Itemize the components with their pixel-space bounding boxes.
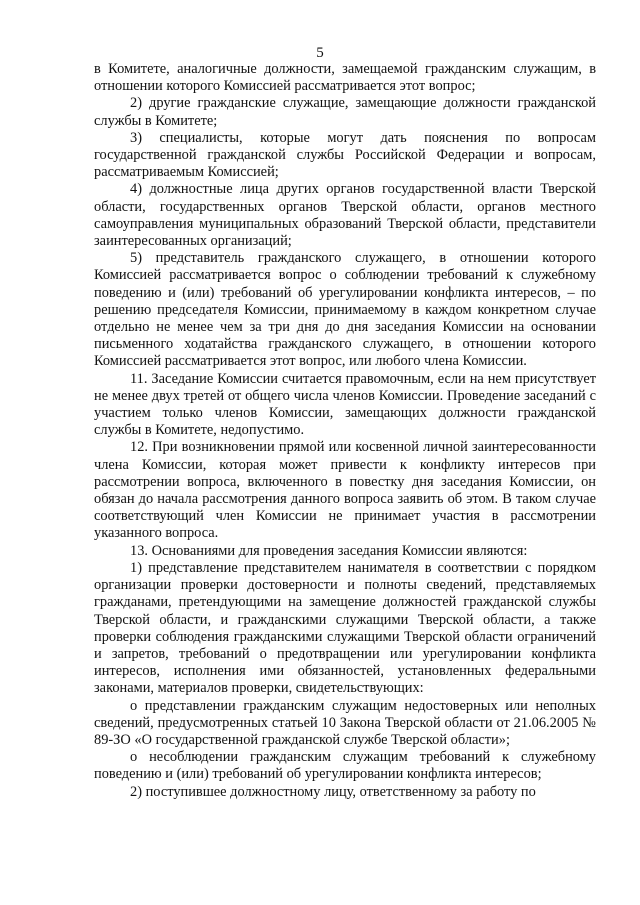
paragraph: 13. Основаниями для проведения заседания Комиссии являются: bbox=[130, 542, 528, 559]
paragraph: 12. При возникновении прямой или косвенной личной заинтересованности члена Комиссии, которая может привести к конфликту интересов при рассмотрении вопроса, включенного в повестку дня заседания Комиссии, он обязан до начала рассмотрения данного вопроса заявить об этом. В таком случае соответствующий член Комиссии не принимает участия в рассмотрении указанного вопроса. bbox=[94, 439, 596, 542]
paragraph: 2) другие гражданские служащие, замещающие должности гражданской службы в Комитете; bbox=[94, 95, 596, 129]
paragraph: 11. Заседание Комиссии считается правомочным, если на нем присутствует не менее двух третей от общего числа членов Комиссии. Проведение заседаний с участием только членов Комиссии, замещающих должности гражданской службы в Комитете, недопустимо. bbox=[94, 370, 596, 439]
paragraph: о несоблюдении гражданским служащим требований к служебному поведению и (или) требований об урегулировании конфликта интересов; bbox=[94, 749, 596, 783]
paragraph: 5) представитель гражданского служащего, в отношении которого Комиссией рассматривается вопрос о соблюдении требований к служебному поведению и (или) требований об урегулировании конфликта интересов, – по решению председателя Комиссии, принимаемому в каждом конкретном случае отдельно не менее чем за три дня до дня заседания Комиссии на основании письменного ходатайства гражданского служащего, в отношении которого Комиссией рассматривается этот вопрос, или любого члена Комиссии. bbox=[94, 250, 596, 370]
paragraph: 1) представление представителем нанимателя в соответствии с порядком организации проверки достоверности и полноты сведений, представляемых гражданами, претендующими на замещение должностей гражданской службы Тверской области, и гражданскими служащими Тверской области, а также проверки соблюдения гражданскими служащими Тверской области ограничений и запретов, требований о предотвращении или урегулировании конфликта интересов, исполнения ими обязанностей, установленных федеральными законами, материалов проверки, свидетельствующих: bbox=[94, 559, 596, 697]
page-number: 5 bbox=[316, 45, 324, 61]
paragraph: в Комитете, аналогичные должности, замещаемой гражданским служащим, в отношении которого Комиссией рассматривается этот вопрос; bbox=[94, 61, 596, 95]
paragraph: 3) специалисты, которые могут дать пояснения по вопросам государственной гражданской службы Российской Федерации и вопросам, рассматриваемым Комиссией; bbox=[94, 129, 596, 181]
paragraph: 4) должностные лица других органов государственной власти Тверской области, государственных органов Тверской области, органов местного самоуправления муниципальных образований Тверской области, представители заинтересованных организаций; bbox=[94, 181, 596, 250]
paragraph: 2) поступившее должностному лицу, ответственному за работу по bbox=[130, 783, 536, 800]
document-body bbox=[94, 61, 596, 801]
paragraph: о представлении гражданским служащим недостоверных или неполных сведений, предусмотренных статьей 10 Закона Тверской области от 21.06.2005 № 89-ЗО «О государственной гражданской службе Тверской области»; bbox=[94, 697, 596, 748]
